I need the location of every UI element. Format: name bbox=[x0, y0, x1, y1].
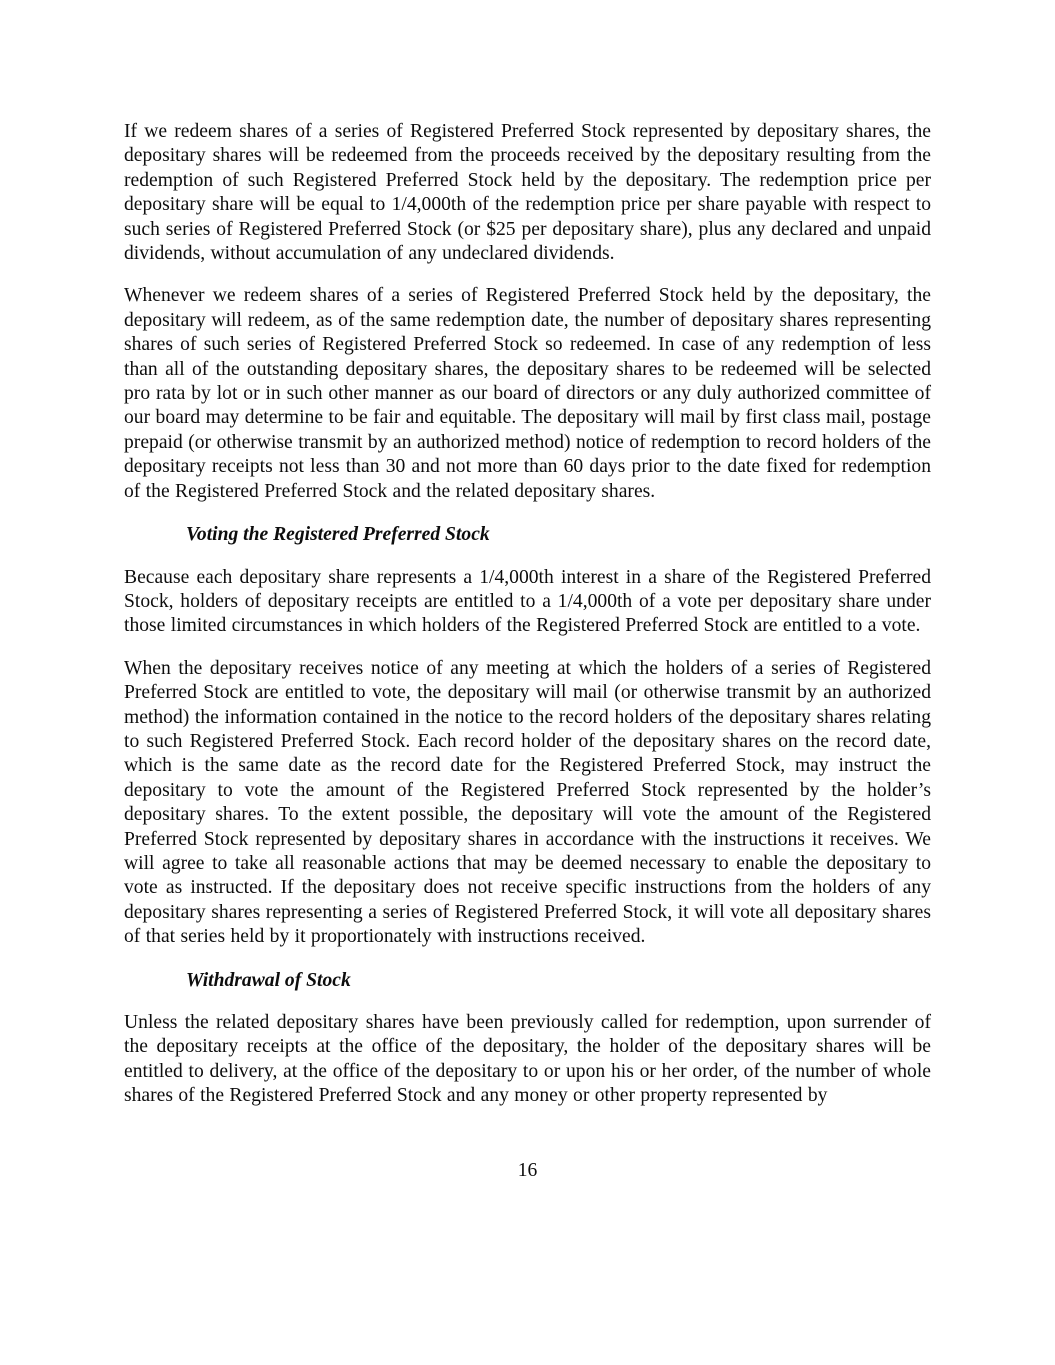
page-number: 16 bbox=[517, 1159, 538, 1181]
paragraph-redemption-proceeds: If we redeem shares of a series of Registered Preferred Stock represented by depositary shares, the depositary shares will be redeemed from the proceeds received by the depositary resulting from the redemption of such Registered Preferred Stock held by the depositary. The redemption price per depositary share will be equal to 1/4,000th of the redemption price per share payable with respect to such series of Registered Preferred Stock (or $25 per depositary share), plus any declared and unpaid dividends, without accumulation of any undeclared dividends. bbox=[124, 121, 931, 265]
heading-voting-registered-preferred-stock: Voting the Registered Preferred Stock bbox=[186, 524, 490, 546]
paragraph-withdrawal-surrender: Unless the related depositary shares have been previously called for redemption, upon surrender of the depositary receipts at the office of the depositary, the holder of the depositary shares will be entitled to delivery, at the office of the depositary to or upon his or her order, of the number of whole shares of the Registered Preferred Stock and any money or other property represented by bbox=[124, 1012, 931, 1107]
paragraph-redemption-procedure: Whenever we redeem shares of a series of Registered Preferred Stock held by the depositary, the depositary will redeem, as of the same redemption date, the number of depositary shares representing shares of such series of Registered Preferred Stock so redeemed. In case of any redemption of less than all of the outstanding depositary shares, the depositary shares to be redeemed will be selected pro rata by lot or in such other manner as our board of directors or any duly authorized committee of our board may determine to be fair and equitable. The depositary will mail by first class mail, postage prepaid (or otherwise transmit by an authorized method) notice of redemption to record holders of the depositary receipts not less than 30 and not more than 60 days prior to the date fixed for redemption of the Registered Preferred Stock and the related depositary shares. bbox=[124, 285, 931, 502]
paragraph-voting-instructions: When the depositary receives notice of any meeting at which the holders of a series of Registered Preferred Stock are entitled to vote, the depositary will mail (or otherwise transmit by an authorized method) the information contained in the notice to the record holders of the depositary shares relating to such Registered Preferred Stock. Each record holder of the depositary shares on the record date, which is the same date as the record date for the Registered Preferred Stock, may instruct the depositary to vote the amount of the Registered Preferred Stock represented by the holder’s depositary shares. To the extent possible, the depositary will vote the amount of the Registered Preferred Stock represented by depositary shares in accordance with the instructions it receives. We will agree to take all reasonable actions that may be deemed necessary to enable the depositary to vote as instructed. If the depositary does not receive specific instructions from the holders of any depositary shares representing a series of Registered Preferred Stock, it will vote all depositary shares of that series held by it proportionately with instructions received. bbox=[124, 657, 931, 948]
paragraph-voting-interest: Because each depositary share represents a 1/4,000th interest in a share of the Registered Preferred Stock, holders of depositary receipts are entitled to a 1/4,000th of a vote per depositary share under those limited circumstances in which holders of the Registered Preferred Stock are entitled to a vote. bbox=[124, 566, 931, 637]
heading-withdrawal-of-stock: Withdrawal of Stock bbox=[186, 969, 351, 991]
